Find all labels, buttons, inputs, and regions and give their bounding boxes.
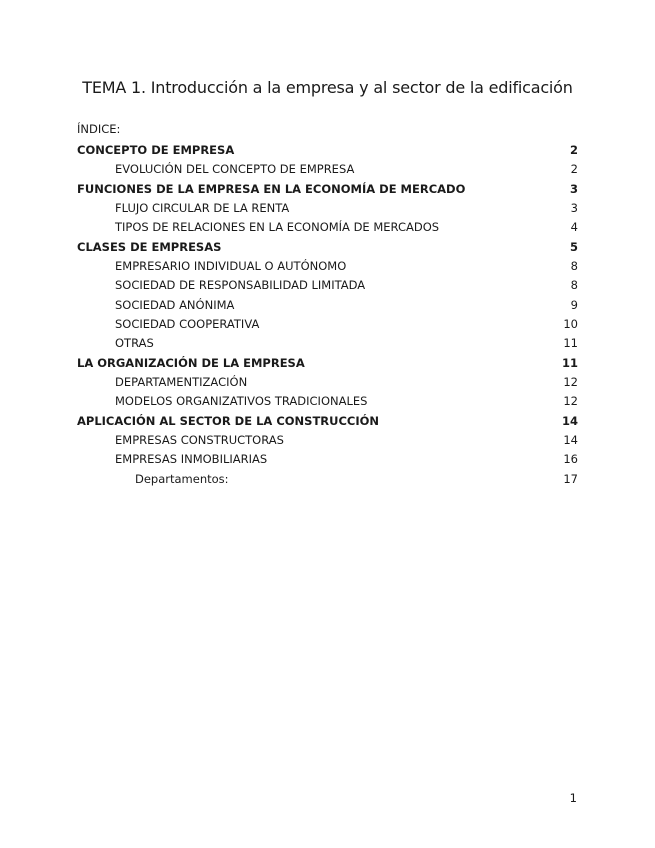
toc-entry-label: EMPRESAS CONSTRUCTORAS: [115, 432, 284, 447]
toc-entry[interactable]: [77, 315, 578, 334]
table-of-contents: [77, 141, 578, 489]
toc-entry[interactable]: [77, 141, 578, 160]
toc-entry-page: 17: [563, 471, 578, 486]
toc-entry-page: 2: [569, 143, 578, 157]
toc-entry[interactable]: [77, 470, 578, 489]
page-number: 1: [569, 791, 577, 805]
toc-entry[interactable]: [77, 257, 578, 276]
toc-entry-label: FUNCIONES DE LA EMPRESA EN LA ECONOMÍA DE MERCADO: [77, 181, 466, 196]
toc-entry-label: DEPARTAMENTIZACIÓN: [115, 374, 248, 389]
toc-entry[interactable]: [77, 450, 578, 469]
toc-entry[interactable]: [77, 160, 578, 179]
toc-entry-label: MODELOS ORGANIZATIVOS TRADICIONALES: [115, 394, 368, 409]
toc-entry-label: SOCIEDAD DE RESPONSABILIDAD LIMITADA: [115, 278, 366, 293]
toc-entry-page: 4: [570, 220, 578, 235]
toc-entry-label: LA ORGANIZACIÓN DE LA EMPRESA: [77, 355, 305, 370]
toc-entry-page: 10: [563, 316, 578, 331]
toc-entry-label: SOCIEDAD COOPERATIVA: [115, 316, 260, 331]
toc-entry[interactable]: [77, 392, 578, 411]
toc-entry-label: SOCIEDAD ANÓNIMA: [115, 297, 235, 312]
toc-entry-page: 3: [569, 181, 578, 196]
toc-entry[interactable]: [77, 373, 578, 392]
toc-entry[interactable]: [77, 199, 578, 218]
toc-entry-label: APLICACIÓN AL SECTOR DE LA CONSTRUCCIÓN: [77, 413, 380, 428]
toc-entry-page: 16: [563, 452, 578, 467]
toc-entry-label: EVOLUCIÓN DEL CONCEPTO DE EMPRESA: [115, 162, 355, 177]
toc-entry-page: 9: [570, 297, 578, 312]
toc-entry-label: FLUJO CIRCULAR DE LA RENTA: [115, 200, 290, 215]
toc-entry-page: 14: [561, 413, 578, 428]
toc-entry-page: 14: [563, 432, 578, 447]
toc-entry-label: TIPOS DE RELACIONES EN LA ECONOMÍA DE MERCADOS: [115, 220, 440, 235]
toc-entry-page: 8: [570, 278, 578, 293]
toc-entry-page: 12: [563, 394, 578, 409]
toc-entry[interactable]: [77, 296, 578, 315]
document-title: TEMA 1. Introducción a la empresa y al sector de la edificación: [82, 78, 573, 97]
toc-entry-page: 2: [570, 162, 578, 177]
toc-entry-label: EMPRESARIO INDIVIDUAL O AUTÓNOMO: [115, 258, 347, 273]
toc-entry-page: 3: [570, 200, 578, 215]
toc-entry-label: EMPRESAS INMOBILIARIAS: [115, 452, 268, 467]
toc-entry[interactable]: [77, 431, 578, 450]
toc-entry[interactable]: [77, 218, 578, 237]
toc-entry[interactable]: [77, 412, 578, 431]
toc-entry-label: OTRAS: [115, 336, 154, 351]
toc-entry[interactable]: [77, 334, 578, 353]
toc-entry[interactable]: [77, 180, 578, 199]
index-heading: ÍNDICE:: [77, 122, 121, 136]
toc-entry[interactable]: [77, 276, 578, 295]
toc-entry[interactable]: [77, 238, 578, 257]
toc-entry-page: 11: [563, 336, 578, 351]
toc-entry-page: 5: [569, 239, 578, 254]
toc-entry-page: 11: [561, 355, 578, 370]
toc-entry-page: 12: [563, 374, 578, 389]
toc-entry-page: 8: [570, 258, 578, 273]
toc-entry[interactable]: [77, 354, 578, 373]
toc-entry-label: CONCEPTO DE EMPRESA: [77, 143, 235, 157]
toc-entry-label: Departamentos:: [135, 471, 229, 486]
toc-entry-label: CLASES DE EMPRESAS: [77, 239, 222, 254]
